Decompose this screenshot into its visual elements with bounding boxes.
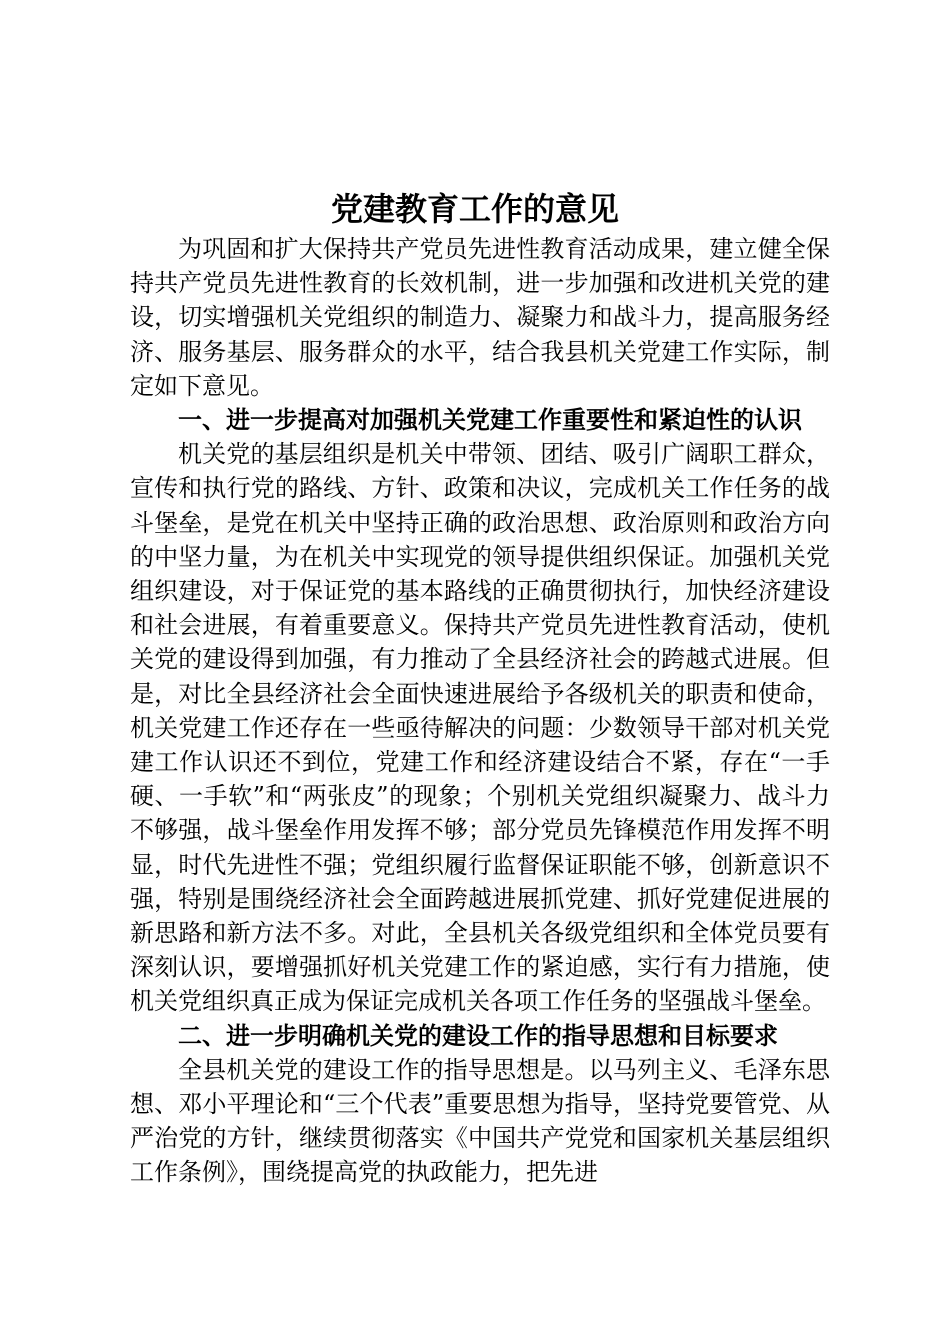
intro-paragraph: 为巩固和扩大保持共产党员先进性教育活动成果，建立健全保持共产党员先进性教育的长效机制，进一步加强和改进机关党的建设，切实增强机关党组织的制造力、凝聚力和战斗力，提高服务经济、服务基层、服务群众的水平，结合我县机关党建工作实际，制定如下意见。 <box>130 235 830 400</box>
section-heading-2: 二、进一步明确机关党的建设工作的指导思想和目标要求 <box>178 1020 778 1050</box>
section-heading-1: 一、进一步提高对加强机关党建工作重要性和紧迫性的认识 <box>178 405 802 435</box>
document-body <box>130 232 830 1190</box>
section-2-paragraph: 全县机关党的建设工作的指导思想是。以马列主义、毛泽东思想、邓小平理论和“三个代表”重要思想为指导，坚持党要管党、从严治党的方针，继续贯彻落实《中国共产党党和国家机关基层组织工作条例》，围绕提高党的执政能力，把先进 <box>130 1055 830 1187</box>
section-1-paragraph: 机关党的基层组织是机关中带领、团结、吸引广阔职工群众，宣传和执行党的路线、方针、政策和决议，完成机关工作任务的战斗堡垒，是党在机关中坚持正确的政治思想、政治原则和政治方向的中坚力量，为在机关中实现党的领导提供组织保证。加强机关党组织建设，对于保证党的基本路线的正确贯彻执行，加快经济建设和社会进展，有着重要意义。保持共产党员先进性教育活动，使机关党的建设得到加强，有力推动了全县经济社会的跨越式进展。但是，对比全县经济社会全面快速进展给予各级机关的职责和使命，机关党建工作还存在一些亟待解决的问题：少数领导干部对机关党建工作认识还不到位，党建工作和经济建设结合不紧，存在“一手硬、一手软”和“两张皮”的现象；个别机关党组织凝聚力、战斗力不够强，战斗堡垒作用发挥不够；部分党员先锋模范作用发挥不明显，时代先进性不强；党组织履行监督保证职能不够，创新意识不强，特别是围绕经济社会全面跨越进展抓党建、抓好党建促进展的新思路和新方法不多。对此，全县机关各级党组织和全体党员要有深刻认识，要增强抓好机关党建工作的紧迫感，实行有力措施，使机关党组织真正成为保证完成机关各项工作任务的坚强战斗堡垒。 <box>130 440 830 1016</box>
document-title: 党建教育工作的意见 <box>330 190 619 228</box>
